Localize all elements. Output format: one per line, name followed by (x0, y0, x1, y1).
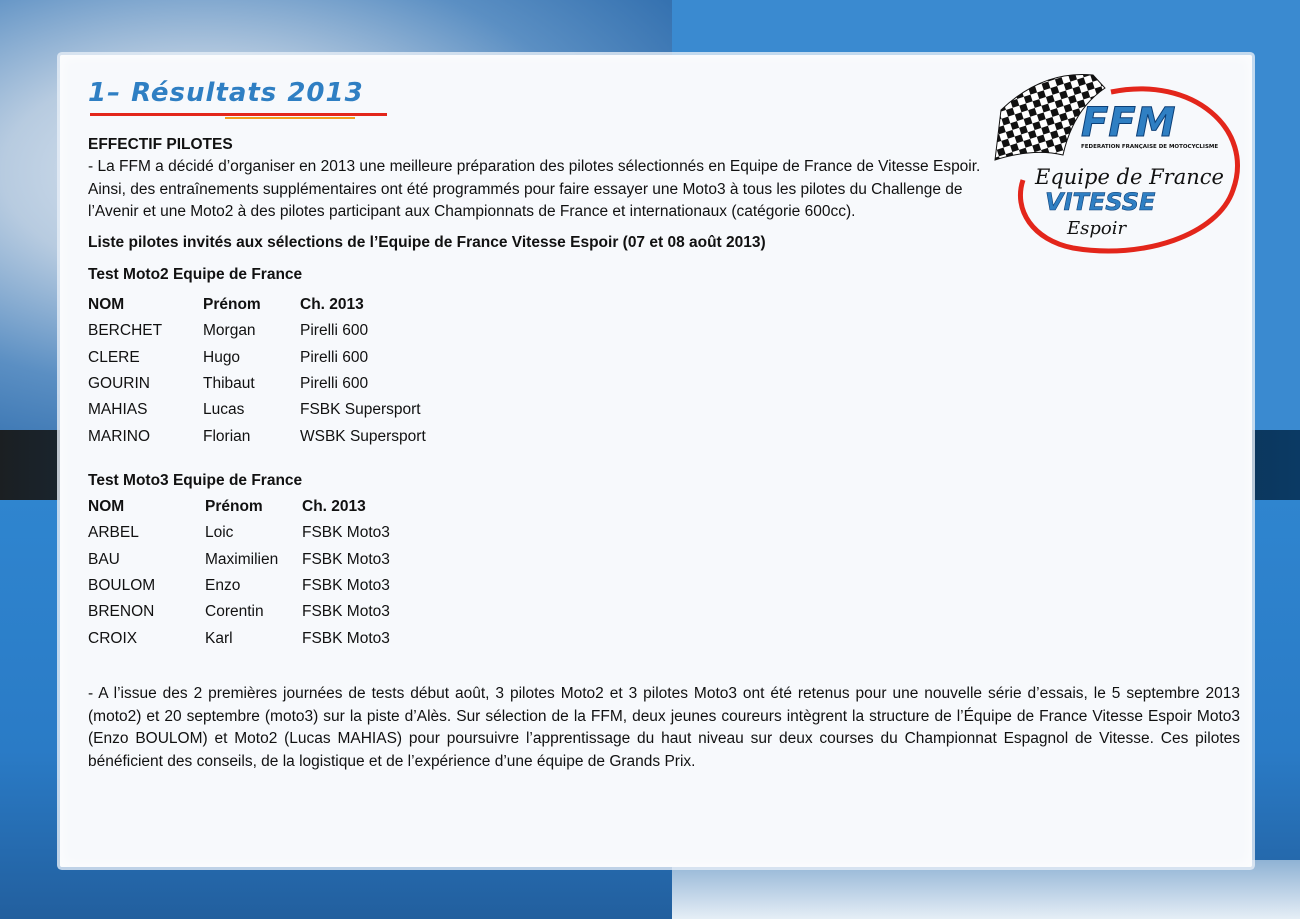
background-bottom-right (672, 860, 1300, 919)
cell-championship: Pirelli 600 (300, 375, 369, 393)
table-header-row (88, 292, 426, 318)
cell-prenom: Florian (203, 427, 251, 445)
cell-prenom: Hugo (203, 348, 241, 366)
table-row (88, 625, 390, 651)
page-title: 1– Résultats 2013 (88, 78, 364, 108)
cell-championship: FSBK Moto3 (302, 524, 390, 542)
table-header-row (88, 494, 390, 520)
moto3-heading: Test Moto3 Equipe de France (88, 472, 303, 489)
logo-brand: FFM (1081, 100, 1176, 146)
cell-prenom: Thibaut (203, 375, 255, 393)
title-underline-red (90, 113, 387, 116)
moto2-heading: Test Moto2 Equipe de France (88, 266, 303, 283)
effectif-paragraph: - La FFM a décidé d’organiser en 2013 une meilleure préparation des pilotes sélectionnés en Equipe de France de Vitesse Espoir. Ainsi, des entraînements supplémentaires ont été programmés pour faire essayer une Moto3 à tous les pilotes du Challenge de l’Avenir et une Moto2 à des pilotes participant aux Championnats de France et internationaux (catégorie 600cc). (88, 158, 981, 220)
cell-championship: Pirelli 600 (300, 322, 369, 340)
cell-championship: FSBK Moto3 (302, 577, 390, 595)
cell-championship: WSBK Supersport (300, 427, 426, 445)
conclusion-paragraph: - A l’issue des 2 premières journées de tests début août, 3 pilotes Moto2 et 3 pilotes Moto3 ont été retenus pour une nouvelle série d’essais, le 5 septembre 2013 (moto2) et 20 septembre (moto3) sur la piste d’Alès. Sur sélection de la FFM, deux jeunes coureurs intègrent la structure de l’Équipe de France Vitesse Espoir Moto3 (Enzo BOULOM) et Moto2 (Lucas MAHIAS) pour poursuivre l’apprentissage du haut niveau sur deux courses du Championnat Espagnol de Vitesse. Ces pilotes bénéficient des conseils, de la logistique et de l’expérience d’une équipe de Grands Prix. (88, 685, 1240, 770)
table-row (88, 520, 390, 546)
column-header-championship: Ch. 2013 (302, 498, 366, 516)
cell-nom: CROIX (88, 629, 138, 647)
moto2-table (88, 292, 426, 450)
cell-nom: ARBEL (88, 524, 139, 542)
invites-heading: Liste pilotes invités aux sélections de l’Equipe de France Vitesse Espoir (07 et 08 août 2013) (88, 234, 766, 251)
table-row (88, 573, 390, 599)
cell-nom: MAHIAS (88, 401, 148, 419)
table-row (88, 345, 426, 371)
logo-line2: VITESSE (1045, 188, 1156, 216)
cell-prenom: Karl (205, 629, 233, 647)
moto3-table (88, 494, 390, 652)
cell-nom: BERCHET (88, 322, 163, 340)
title-underline-orange (225, 117, 355, 119)
table-row (88, 318, 426, 344)
column-header-prenom: Prénom (203, 296, 261, 314)
column-header-prenom: Prénom (205, 498, 263, 516)
cell-championship: Pirelli 600 (300, 348, 369, 366)
cell-championship: FSBK Moto3 (302, 603, 390, 621)
logo-subtitle: FEDERATION FRANÇAISE DE MOTOCYCLISME (1081, 144, 1219, 150)
table-row (88, 371, 426, 397)
column-header-nom: NOM (88, 296, 125, 314)
column-header-championship: Ch. 2013 (300, 296, 364, 314)
ffm-logo (993, 70, 1245, 260)
table-row (88, 397, 426, 423)
cell-prenom: Maximilien (205, 550, 279, 568)
cell-prenom: Morgan (203, 322, 256, 340)
cell-nom: GOURIN (88, 375, 150, 393)
cell-prenom: Loic (205, 524, 234, 542)
cell-championship: FSBK Moto3 (302, 550, 390, 568)
cell-nom: MARINO (88, 427, 150, 445)
cell-championship: FSBK Supersport (300, 401, 421, 419)
cell-nom: BAU (88, 550, 120, 568)
cell-prenom: Lucas (203, 401, 245, 419)
table-row (88, 599, 390, 625)
effectif-heading: EFFECTIF PILOTES (88, 136, 233, 153)
table-row (88, 547, 390, 573)
cell-nom: CLERE (88, 348, 140, 366)
logo-line3: Espoir (1067, 218, 1127, 239)
cell-prenom: Corentin (205, 603, 264, 621)
cell-championship: FSBK Moto3 (302, 629, 390, 647)
cell-nom: BOULOM (88, 577, 156, 595)
cell-nom: BRENON (88, 603, 155, 621)
logo-line1: Equipe de France (1035, 165, 1224, 189)
table-row (88, 423, 426, 449)
column-header-nom: NOM (88, 498, 125, 516)
cell-prenom: Enzo (205, 577, 241, 595)
